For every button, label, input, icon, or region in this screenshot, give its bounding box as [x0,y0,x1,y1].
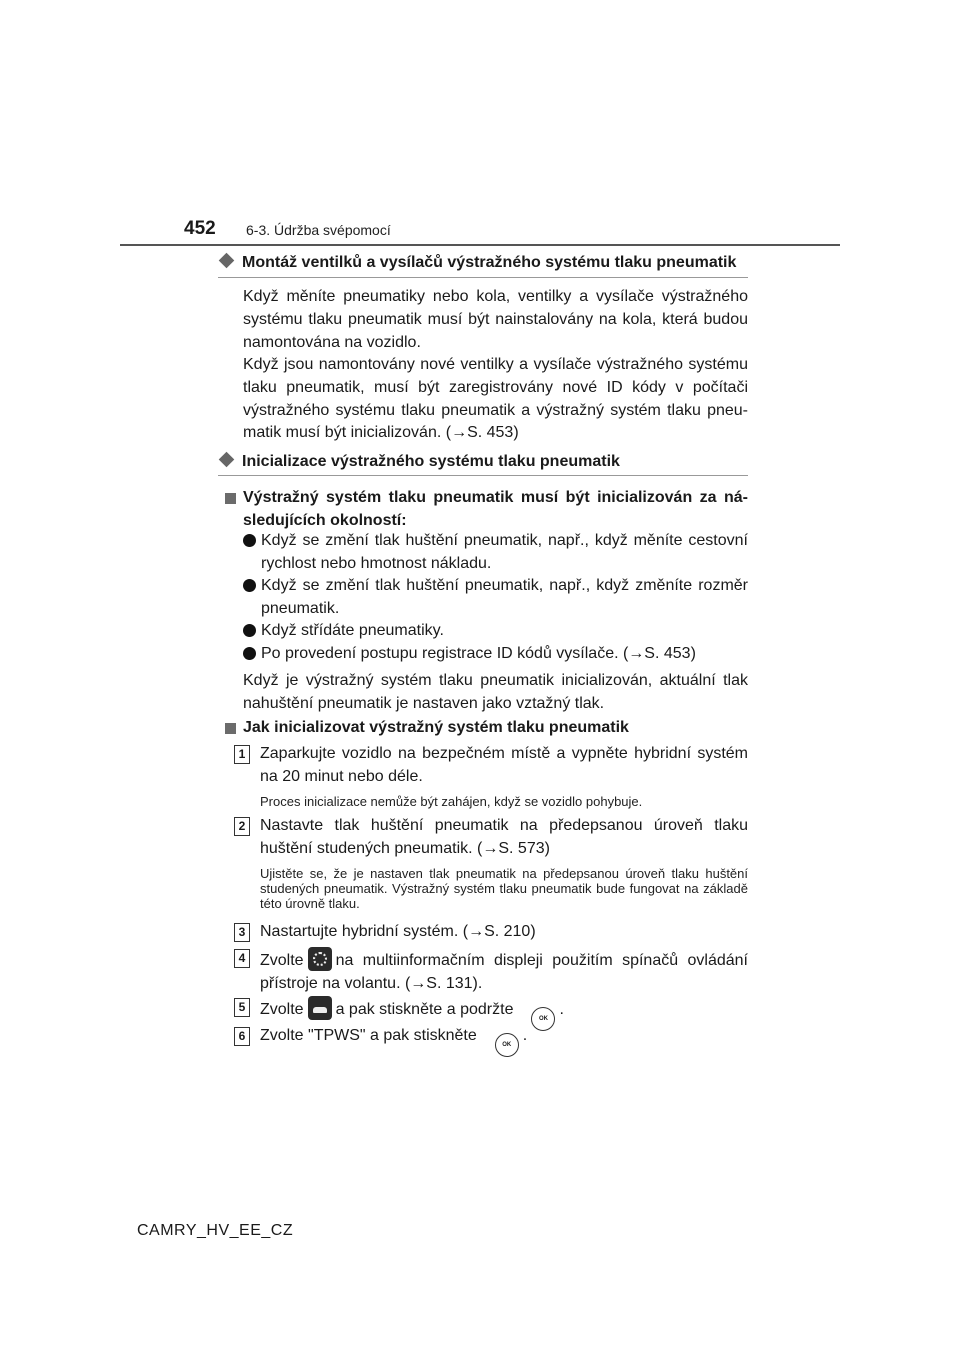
step-number: 1 [234,745,250,764]
list-item [243,620,748,643]
step-text [260,947,748,996]
step-6 [234,1025,748,1057]
square-bullet-icon [225,493,236,504]
list-item-text: Po provedení postupu registrace ID kódů vysílače. (→S. 453) [261,645,696,662]
step-3 [234,921,748,944]
subhead-rule [218,277,748,278]
list-item-text: Když se změní tlak huštění pneumatik, např., když měníte cestovní rychlost nebo hmotnost nákladu. [261,532,748,572]
page-number: 452 [184,218,216,239]
step-number: 5 [234,998,250,1017]
subhead-initialization-text: Inicializace výstražného systému tlaku pneumatik [242,453,620,470]
list-item-text: Když se změní tlak huštění pneumatik, např., když změníte rozměr pneumatik. [261,577,748,617]
step-number: 6 [234,1027,250,1046]
ok-button-icon: OK [495,1033,519,1057]
step-text-part: Zvolte [260,952,304,969]
section-title: 6-3. Údržba svépomocí [246,222,391,238]
step-text: Nastavte tlak huštění pneumatik na předepsanou úroveň tlaku huštění studených pneumatik. (→S. 573) [260,817,748,857]
step-text-part: na multiinformačním displeji použitím spínačů ovládání přístroje na volantu. (→S. 131). [260,952,748,992]
paragraph: Když jsou namontovány nové ventilky a vysílače výstražného systému tlaku pneumatik, musí být zaregistrovány nové ID kódy v počítači výstražného systému tlaku pneumatik a výstražný systém tlaku pneu-matik musí být inicializován. (→S. 453) [243,356,748,442]
paragraph: Když měníte pneumatiky nebo kola, ventilky a vysílače výstražného systému tlaku pneumatik musí být nainstalovány na kola, která budou namontována na vozidlo. [243,288,748,351]
step-text-part: Zvolte [260,1001,304,1018]
step-text-part: . [559,1001,564,1018]
step-note: Ujistěte se, že je nastaven tlak pneumatik na předepsanou úroveň tlaku huštění studených pneumatik. Výstražný systém tlaku pneumatik bude fungovat na základě této úrovně tlaku. [260,866,748,911]
step-text: Nastartujte hybridní systém. (→S. 210) [260,923,536,940]
vehicle-settings-icon [308,996,332,1020]
step-text-part: . [522,1027,528,1044]
step-number: 3 [234,923,250,942]
square-heading [218,487,748,533]
step-note: Proces inicializace nemůže být zahájen, když se vozidlo pohybuje. [260,794,643,809]
settings-gear-icon [308,947,332,971]
step-4 [234,947,748,996]
ok-button-icon: OK [531,1007,555,1031]
step-number: 2 [234,817,250,836]
list-item-text: Když střídáte pneumatiky. [261,622,444,639]
square-heading-text: Jak inicializovat výstražný systém tlaku pneumatik [243,719,629,736]
list-item [243,643,748,666]
round-bullet-icon [243,534,256,547]
model-code: CAMRY_HV_EE_CZ [137,1222,294,1239]
list-item [243,530,748,576]
subhead-mounting-text: Montáž ventilků a vysílačů výstražného systému tlaku pneumatik [242,254,737,271]
step-2 [234,815,748,861]
round-bullet-icon [243,579,256,592]
round-bullet-icon [243,624,256,637]
step-text-part: Zvolte "TPWS" a pak stiskněte [260,1027,477,1044]
step-text: Zaparkujte vozidlo na bezpečném místě a vypněte hybridní systém na 20 minut nebo déle. [260,745,748,785]
diamond-bullet-icon [219,452,235,468]
round-bullet-icon [243,647,256,660]
header-rule [120,244,840,246]
square-heading [218,717,748,740]
paragraph: Když je výstražný systém tlaku pneumatik inicializován, aktuální tlak nahuštění pneumatik je nastaven jako vztažný tlak. [243,672,748,712]
square-heading-text: Výstražný systém tlaku pneumatik musí být inicializován za ná-sledujících okolností: [243,489,748,529]
step-text [260,1025,748,1057]
subhead-mounting [218,253,748,273]
subhead-initialization [218,452,748,472]
step-number: 4 [234,949,250,968]
step-text-part: a pak stiskněte a podržte [335,1001,514,1018]
square-bullet-icon [225,723,236,734]
list-item [243,575,748,621]
step-1 [234,743,748,789]
subhead-rule [218,475,748,476]
diamond-bullet-icon [219,253,235,269]
